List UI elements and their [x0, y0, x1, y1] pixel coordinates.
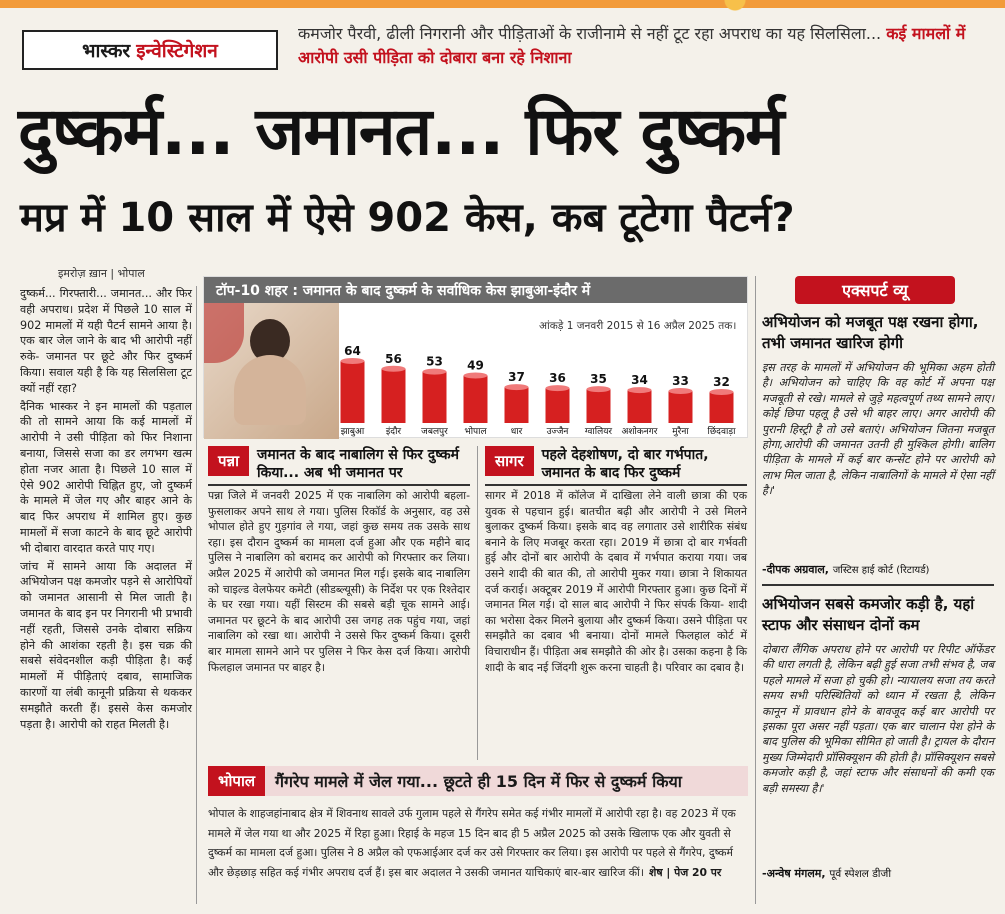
- left-column: [20, 286, 192, 734]
- bar-category-label: छिंदवाड़ा: [707, 427, 736, 437]
- bar-value-label: 32: [713, 375, 730, 389]
- expert-q1-role: जस्टिस हाई कोर्ट (रिटायर्ड): [832, 565, 930, 576]
- bar-cap: [341, 358, 365, 364]
- chart-graphic: [203, 276, 748, 438]
- expert-view-tag: एक्सपर्ट व्यू: [795, 276, 955, 304]
- bar-category-label: झाबुआ: [340, 427, 365, 437]
- bar-cap: [382, 366, 406, 372]
- bar: [628, 390, 652, 423]
- bar-cap: [628, 387, 652, 393]
- continued-note: शेष | पेज 20 पर: [649, 865, 722, 879]
- bar-value-label: 53: [426, 354, 443, 369]
- victim-illustration: [204, 303, 339, 439]
- bhopal-headline: गैंगरेप मामले में जेल गया... छूटते ही 15 दिन में फिर से दुष्कर्म किया: [275, 772, 682, 791]
- bhopal-body: भोपाल के शाहजहांनाबाद क्षेत्र में शिवनाथ सावले उर्फ गुलाम पहले से गैंगरेप समेत कई गंभीर मामलों में आरोपी रहा है। वह 2023 में एक मामले में जेल गया था और 2025 में रिहा हुआ। रिहाई के महज 15 दिन बाद ही 5 अप्रैल 2025 को उसके खिलाफ एक और युवती से दुष्कर्म का मामला दर्ज हुआ। पुलिस ने 8 अप्रैल को एफआईआर दर्ज कर उसे गिरफ्तार कर लिया। इस आरोपी पर पहले से गैंगरेप, दुष्कर्म और छेड़छाड़ सहित कई गंभीर अपराध दर्ज हैं। इस बार अदालत ने उसकी जमानत याचिकाएं बार-बार खारिज कीं।: [208, 807, 736, 879]
- bar: [669, 391, 693, 423]
- brand-part1: भास्कर: [82, 40, 131, 62]
- bhopal-tag: भोपाल: [208, 766, 265, 796]
- expert-q1-headline: अभियोजन को मजबूत पक्ष रखना होगा, तभी जमानत खारिज होगी: [762, 313, 979, 352]
- byline: इमरोज़ ख़ान | भोपाल: [58, 267, 145, 280]
- subheadline: मप्र में 10 साल में ऐसे 902 केस, कब टूटेगा पैटर्न?: [20, 195, 795, 241]
- bar-cap: [464, 373, 488, 379]
- expert-q1-body: इस तरह के मामलों में अभियोजन की भूमिका अहम होती है। अभियोजन को चाहिए कि वह कोर्ट में अपना पक्ष मजबूती से रखे। मामले से जुड़े महत्वपूर्ण तथ्य सामने लाए। कोई छिपा पहलू है उसे भी बाहर लाए। अगर आरोपी की पुरानी हिस्ट्री है तो उसे बताएं। अभियोजन जितना मजबूत होगा,आरोपी की जमानत उतनी ही मुश्किल होगी। बालिग पीड़िता के मामले में कई बार कन्सेंट होने पर आरोपी को लाभ मिल जाता है, लेकिन नाबालिगों के मामले में ऐसा नहीं है।': [762, 361, 994, 498]
- headline: दुष्कर्म... जमानत... फिर दुष्कर्म: [18, 93, 784, 170]
- left-paragraph: दुष्कर्म... गिरफ्तारी... जमानत... और फिर वही अपराध। प्रदेश में पिछले 10 साल में 902 मामलों में यही पैटर्न सामने आया है। एक बार जेल जाने के बाद भी आरोपी नहीं रुके- जमानत पर छूटे और फिर दुष्कर्म किया। सवाल यही है कि यह सिलसिला टूट क्यों नहीं रहा?: [20, 287, 192, 395]
- expert-q2-role: पूर्व स्पेशल डीजी: [829, 868, 892, 880]
- bar: [423, 372, 447, 423]
- panna-story: [208, 446, 470, 482]
- bar: [710, 392, 734, 423]
- bar: [341, 361, 365, 423]
- bar-value-label: 36: [549, 371, 566, 386]
- story-rule: [477, 446, 478, 760]
- bar-category-label: ग्वालियर: [584, 427, 613, 437]
- bar-category-label: धार: [510, 427, 523, 437]
- brand-part2: इन्वेस्टिगेशन: [136, 40, 218, 62]
- left-paragraph: जांच में सामने आया कि अदालत में अभियोजन पक्ष कमजोर पड़ने से आरोपियों को जमानत आसानी से मिल जाती है। जमानत के बाद इन पर निगरानी भी प्रभावी नहीं रहती, जिससे उनके दोबारा सक्रिय होने की आशंका रहती है। इस चक्र की सबसे संवेदनशील कड़ी पीड़िता है। कई मामलों में पीड़िताएं दबाव, सामाजिक कारणों या लंबी कानूनी प्रक्रिया से थककर समझौते करती हैं। इससे केस कमजोर पड़ता है। आरोपी को राहत मिलती है।: [20, 559, 192, 731]
- bar-cap: [710, 389, 734, 395]
- bar: [546, 388, 570, 423]
- bar-cap: [423, 369, 447, 375]
- brand-box: [22, 30, 278, 70]
- expert-q2-body: दोबारा लैंगिक अपराध होने पर आरोपी पर रिपीट ऑफेंडर की धारा लगती है, लेकिन बढ़ी हुई सजा तभी संभव है, जब पहले मामले में सजा हो चुकी हो। न्यायालय सजा तय करते समय सभी परिस्थितियों को ध्यान में रखता है, लेकिन कानून में प्रावधान होने के बावजूद कई बार आरोपी पर इसका पूरा असर नहीं पड़ता। एक बार चालान पेश होने के बाद पुलिस की भूमिका सीमित हो जाती है। ट्रायल के दौरान मुख्य जिम्मेदारी प्रॉसिक्यूशन की होती है। प्रॉसिक्यूशन सबसे कमजोर कड़ी है, जहां स्टाफ और संसाधनों की कमी एक बड़ी समस्या है।': [762, 643, 994, 795]
- bar-value-label: 34: [631, 373, 648, 388]
- divider: [208, 484, 470, 486]
- chart-note: आंकड़े 1 जनवरी 2015 से 16 अप्रैल 2025 तक।: [539, 320, 737, 332]
- bar-value-label: 56: [385, 351, 402, 366]
- divider: [485, 484, 747, 486]
- kicker-plain: कमजोर पैरवी, ढीली निगरानी और पीड़िताओं के राजीनामे से नहीं टूट रहा अपराध का यह सिलसिला...: [298, 24, 882, 43]
- sun-decoration: [705, 0, 765, 22]
- panna-headline: जमानत के बाद नाबालिग से फिर दुष्कर्म किया... अब भी जमानत पर: [256, 447, 460, 481]
- expert-q1-signature: [762, 562, 994, 577]
- bar-value-label: 33: [672, 374, 689, 389]
- expert-q2-name: -अन्वेष मंगलम,: [762, 867, 826, 880]
- kicker: [298, 22, 988, 70]
- bar: [382, 369, 406, 423]
- expert-q2-headline: अभियोजन सबसे कमजोर कड़ी है, यहां स्टाफ और संसाधन दोनों कम: [762, 595, 975, 634]
- bar-cap: [546, 385, 570, 391]
- chart-title: टॉप-10 शहर : जमानत के बाद दुष्कर्म के सर्वाधिक केस झाबुआ-इंदौर में: [204, 277, 747, 303]
- bar: [464, 376, 488, 423]
- bhopal-body-wrap: [208, 802, 748, 880]
- bar-cap: [669, 388, 693, 394]
- sagar-headline: पहले देहशोषण, दो बार गर्भपात, जमानत के बाद फिर दुष्कर्म: [541, 447, 709, 481]
- bar: [587, 389, 611, 423]
- column-rule-left: [196, 286, 197, 904]
- bar-chart: [332, 329, 742, 437]
- left-paragraph: दैनिक भास्कर ने इन मामलों की पड़ताल की तो सामने आया कि कई मामलों में आरोपी ने उसी पीड़िता को फिर निशाना बनाया, जिससे सजा का डर लगभग खत्म होता नजर आता है। पिछले 10 साल में ऐसे 902 आरोपी चिह्नित हुए, जो दुष्कर्म के मामले में जेल गए और बाहर आने के बाद फिर अपराध में शामिल हुए। कुछ मामलों में सजा काटने के बाद छूटे आरोपी भी दोबारा वारदात करते पाए गए।: [20, 399, 192, 555]
- top-color-band: [0, 0, 1005, 8]
- column-rule-right: [755, 276, 756, 904]
- bhopal-story-head: [208, 766, 748, 796]
- bar: [505, 387, 529, 423]
- kicker-red: कई मामलों में आरोपी उसी पीड़िता को दोबारा बना रहे निशाना: [298, 24, 966, 67]
- panna-tag: पन्ना: [208, 446, 249, 476]
- panna-body: पन्ना जिले में जनवरी 2025 में एक नाबालिग को आरोपी बहला-फुसलाकर अपने साथ ले गया। पुलिस रिकॉर्ड के अनुसार, वह उसे भोपाल होते हुए गुड़गांव ले गया, जहां कुछ समय तक उसके साथ रहा। इस दौरान दुष्कर्म का मामला दर्ज हुआ और एक महीने बाद पुलिस ने नाबालिग को बरामद कर आरोपी को गिरफ्तार कर लिया। अप्रैल 2025 में आरोपी को जमानत मिल गई। इसके बाद नाबालिग को चाइल्ड वेलफेयर कमेटी (सीडब्ल्यूसी) के निर्देश पर एक रिश्तेदार के घर रखा गया। यहीं सिस्टम की सबसे बड़ी चूक सामने आई। जमानत पर छूटने के बाद आरोपी उस जगह तक पहुंच गया, जहां नाबालिग को रखा था। आरोपी ने उससे फिर दुष्कर्म किया। दूसरी बार मामला सामने आने पर पुलिस ने फिर केस दर्ज किया। आरोपी फिलहाल जमानत पर बाहर है।: [208, 489, 470, 674]
- bar-category-label: मुरैना: [672, 427, 689, 437]
- expert-q1-name: -दीपक अग्रवाल,: [762, 563, 829, 576]
- sagar-story: [485, 446, 747, 482]
- bar-value-label: 35: [590, 372, 607, 387]
- bar-value-label: 37: [508, 370, 525, 385]
- sagar-body: सागर में 2018 में कॉलेज में दाखिला लेने वाली छात्रा की एक युवक से पहचान हुई। बातचीत बढ़ी और आरोपी ने उसे मिलने बुलाकर दुष्कर्म किया। इसके बाद वह लगातार उसे शारीरिक संबंध बनाने के लिए मजबूर करता रहा। 2019 में छात्रा दो बार गर्भवती हुई और दोनों बार आरोपी के दबाव में गर्भपात कराया गया। जब उसने शादी की बात की, तो आरोपी मुकर गया। छात्रा ने शिकायत दर्ज कराई। अक्टूबर 2019 में आरोपी गिरफ्तार हुआ। कुछ दिनों में जमानत मिल गई। दो साल बाद आरोपी ने फिर संपर्क किया- शादी का भरोसा देकर मिलने बुलाया और दुष्कर्म किया। उसने पीड़िता पर समझौते का दबाव भी बनाया। दोनों मामले फिलहाल कोर्ट में विचाराधीन हैं। पीड़िता अब समझौते की ओर है। उसका कहना है कि शादी के बाद नई जिंदगी शुरू करना चाहती है। परिवार का दबाव है।: [485, 489, 747, 674]
- bar-cap: [505, 384, 529, 390]
- bar-category-label: भोपाल: [464, 427, 487, 437]
- bar-value-label: 49: [467, 358, 484, 373]
- bar-category-label: जबलपुर: [421, 427, 448, 437]
- bar-category-label: उज्जैन: [546, 427, 569, 437]
- expert-q2-signature: [762, 866, 994, 881]
- bar-value-label: 64: [344, 344, 361, 358]
- expert-divider: [762, 584, 994, 586]
- bar-category-label: अशोकनगर: [621, 427, 658, 437]
- bar-cap: [587, 386, 611, 392]
- sagar-tag: सागर: [485, 446, 534, 476]
- bar-category-label: इंदौर: [385, 427, 402, 437]
